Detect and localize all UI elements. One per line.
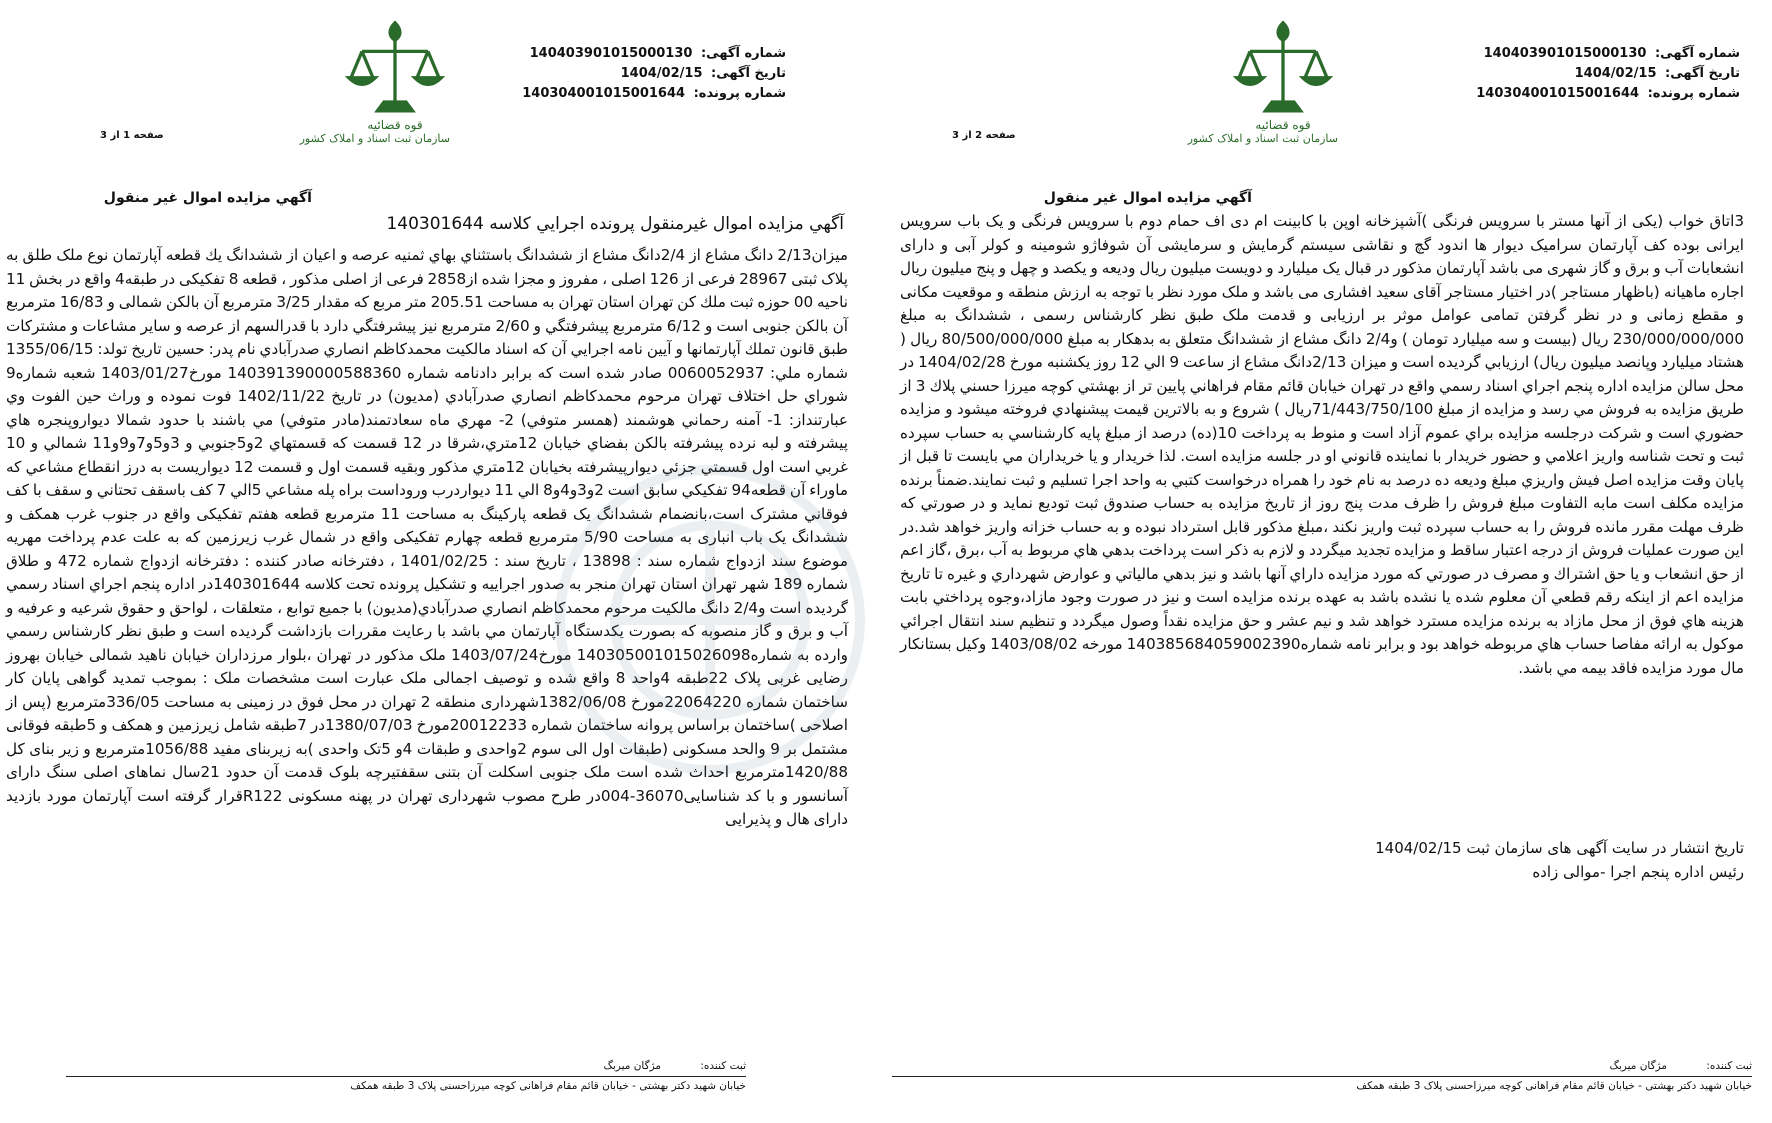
ad-number-line	[1480, 44, 1740, 64]
scales-of-justice-icon	[340, 14, 450, 124]
case-number-line	[522, 84, 786, 104]
publication-date: تاريخ انتشار در سايت آگهی های سازمان ثبت 1404/02/15	[1375, 839, 1744, 857]
ad-date-label: تاریخ آگهی:	[711, 66, 786, 81]
notice-title: آگهي مزايده اموال غير منقول	[1043, 190, 1252, 206]
org-name: قوه قضائیه	[367, 118, 423, 132]
ad-meta	[522, 44, 786, 104]
case-number: 140304001015001644	[1476, 86, 1640, 101]
case-number-line	[1476, 84, 1740, 104]
publication-info	[1375, 836, 1744, 884]
registrar-name: مژگان میربگ	[603, 1060, 662, 1072]
ad-date-line	[526, 64, 786, 84]
notice-page-2	[872, 0, 1772, 1123]
org-subname: سازمان ثبت اسناد و املاک کشور	[1187, 132, 1338, 145]
registrar-label: ثبت كننده:	[700, 1060, 746, 1072]
notice-title: آگهي مزايده اموال غير منقول	[103, 190, 312, 206]
office-address: خیابان شهید دکتر بهشتی - خیابان قائم مقام فراهانی کوچه میرزاحسنی پلاک 3 طبقه همکف	[892, 1076, 1752, 1094]
registrar-line	[892, 1058, 1752, 1074]
ad-number-label: شماره آگهی:	[700, 46, 786, 61]
notice-footer	[892, 1058, 1752, 1094]
ad-date: 1404/02/15	[620, 66, 703, 81]
notice-footer	[66, 1058, 746, 1094]
case-number-label: شماره پرونده:	[1647, 86, 1740, 101]
signatory: رئيس اداره پنجم اجرا -موالی زاده	[1532, 863, 1744, 881]
ad-date: 1404/02/15	[1574, 66, 1657, 81]
judiciary-emblem	[299, 14, 450, 164]
page-number: صفحه 1 از 3	[100, 130, 164, 141]
registrar-line	[66, 1058, 746, 1074]
ad-date-label: تاریخ آگهی:	[1665, 66, 1740, 81]
ad-meta	[1476, 44, 1740, 104]
ad-number: 140403901015000130	[1483, 46, 1647, 61]
notice-body: 3اتاق خواب (یکی از آنها مستر با سرویس فرنگی )آشپزخانه اوپن با کابینت ام دی اف حمام دوم با سرویس فرنگی و یک باب سرویس ایرانی بوده کف آپارتمان سرامیک دیوار ها اندود گچ و نقاشی سیستم گرمایش و سرمایشی آن شوفاژو شومینه و کولر آبی و دارای انشعابات آب و برق و گاز شهری می باشد آپارتمان مذکور در قبال یک میلیارد و دویست میلیون ریال ودیعه و یکصد و چهل و پنج میلیون ریال اجاره ماهیانه (باظهار مستاجر )در اختیار مستاجر آقای سعید افشاری می باشد و ملک مورد نظر با توجه به ارزش منطقه و موقعیت مکانی و مقطع زمانی و در نظر گرفتن تمامی عوامل موثر بر ارزیابی و قدمت ملک طبق نظر کارشناس رسمی ، ششدانگ به مبلغ 230/000/000/000 ریال (بیست و سه میلیارد تومان ) و2/4 دانگ مشاع از ششدانگ متعلق به بدهکار به مبلغ 80/500/000/000 ریال ( هشتاد میلیارد وپانصد میلیون ريال) ارزيابي گرديده است و ميزان 2/13دانگ مشاع از ساعت 9 الي 12 روز يكشنبه مورخ 1404/02/28 در محل سالن مزايده اداره پنجم اجراي اسناد رسمي واقع در تهران خيابان قائم مقام فراهاني پايين تر از بهشتي كوچه ميرزا حسني پلاك 3 از طريق مزايده به فروش مي رسد و مزايده از مبلغ 71/443/750/100ريال ) شروع و به بالاترين قيمت پيشنهادي فروخته ميشود و مزايده حضوري است و شركت درجلسه مزايده براي عموم آزاد است و منوط به پرداخت 10(ده) درصد از مبلغ پايه كارشناسي به حساب سپرده ثبت و تحت شناسه واريز اعلامي و حضور خريدار با نماينده قانوني او در جلسه مزايده است. لذا خريدار و يا خريداران مي بايست تا قبل از پايان وقت مزايده اصل فيش واريزي مبلغ وديعه ده درصد به نام خود را همراه درخواست كتبي به واحد اجرا تسليم و ثبت نمايند.ضمناً برنده مزايده مكلف است مابه التفاوت مبلغ فروش را ظرف مدت پنج روز از تاريخ مزايده به حساب صندوق ثبت توديع نمايد و در صورتي كه ظرف مهلت مقرر مانده فروش را به حساب سپرده ثبت واريز نكند ،مبلغ مذكور قابل استرداد نبوده و به حساب خزانه واريز خواهد شد.در اين صورت عمليات فروش از درجه اعتبار ساقط و مزايده تجديد ميگردد و لازم به ذكر است پرداخت بدهي هاي مربوط به آب ،برق ،گاز اعم از حق انشعاب و يا حق اشتراك و مصرف در صورتي كه مورد مزايده داراي آنها باشد و نيز بدهي مالياتي و عوارض شهرداري و غيره تا تاريخ مزايده اعم از اينكه رقم قطعي آن معلوم شده يا نشده باشد به عهده برنده مزايده است و نيز در صورت وجود مازاد،وجوه پرداختي بابت هزينه هاي فوق از محل مازاد به برنده مزايده مسترد خواهد شد و نيم عشر و حق مزايده نقداً وصول ميگردد و تنظيم سند انتقال اجرائي موكول به ارائه مفاصا حساب هاي مربوطه خواهد بود و برابر نامه شماره140385684059002390 مورخه 1403/08/02 وكيل بستانكار مال مورد مزايده فاقد بيمه مي باشد.	[900, 212, 1745, 677]
org-subname: سازمان ثبت اسناد و املاک کشور	[299, 132, 450, 145]
office-address: خیابان شهید دکتر بهشتی - خیابان قائم مقام فراهانی کوچه میرزاحسنی پلاک 3 طبقه همکف	[66, 1076, 746, 1094]
registrar-name: مژگان میربگ	[1609, 1060, 1668, 1072]
case-number-label: شماره پرونده:	[693, 86, 786, 101]
judiciary-emblem	[1187, 14, 1338, 164]
registrar-label: ثبت كننده:	[1706, 1060, 1752, 1072]
ad-number-label: شماره آگهی:	[1654, 46, 1740, 61]
ad-number: 140403901015000130	[529, 46, 693, 61]
notice-body: ميزان2/13 دانگ مشاع از 2/4دانگ مشاع از ششدانگ باستثناي بهاي ثمنيه عرصه و اعيان از ششدانگ يك قطعه آپارتمان نوع ملک طلق به پلاک ثبتی 28967 فرعی از 126 اصلی ، مفروز و مجزا شده از2858 فرعی از اصلی مذکور ، قطعه 8 تفکیکی در طبقه4 واقع در بخش 11 ناحیه 00 حوزه ثبت ملك كن تهران استان تهران به مساحت 205.51 متر مربع كه مقدار 3/25 مترمربع آن بالکن شمالی و 16/83 مترمربع آن بالکن جنوبی است و 6/12 مترمربع پيشرفتگي و 2/60 مترمربع نيز پيشرفتگي دارد با قدرالسهم از عرصه و ساير مشاعات و مشتركات طبق قانون تملك آپارتمانها و آيين نامه اجرايي آن كه اسناد مالكيت محمدكاظم انصاري صدرآبادي نام پدر: حسين تاريخ تولد: 1355/06/15 شماره ملي: 0060052937 صادر شده است كه برابر دادنامه شماره 140391390000588360 مورخ1403/01/27 شعبه شماره9 شوراي حل اختلاف تهران مرحوم محمدكاظم انصاري صدرآبادي (مديون) در تاريخ 1402/11/22 فوت نموده و وراث حين الفوت وي عبارتنداز: 1- آمنه رحماني هوشمند (همسر متوفي) 2- مهري ماه سعادتمند(مادر متوفي) مي باشند با حدود شمالا ديواروپنجره هاي پيشرفته و لبه نرده پيشرفته بالكن بفضاي خيابان 12متري،شرقا در 12 قسمت كه قسمتهاي 2و5جنوبي و 3و5و7و9و11 شمالي و 10 غربي است اول قسمتي جزئي ديوارپيشرفته بخيابان 12متري مذكور وبقيه قسمت اول و قسمت 12 ديواريست به درز انقطاع مشاعي كه ماوراء آن قطعه94 تفكيكي سابق است 2و3و4و8 الي 11 ديواردرب وروداست براه پله مشاعي 5الي 7 كف باسقف تحتاني و سقف با كف فوقاني مشترک است،بانضمام ششدانگ یک قطعه پارکینگ به مساحت 11 مترمربع قطعه هفتم تفکیکی واقع در جنوب غرب همکف و ششدانگ یک باب انباری به مساحت 5/90 مترمربع قطعه چهارم تفکیکی واقع در شمال غرب زیرزمین که به علت عدم پرداخت مهريه موضوع سند ازدواج شماره سند : 13898 ، تاريخ سند : 1401/02/25 ، دفترخانه صادر كننده : دفترخانه ازدواج شماره 472 و طلاق شماره 189 شهر تهران استان تهران منجر به صدور اجراييه و تشكيل پرونده تحت كلاسه 140301644در اداره پنجم اجراي اسناد رسمي گرديده است و2/4 دانگ مالكيت مرحوم محمدكاظم انصاري صدرآبادي(مديون) با جميع توابع ، متعلقات ، لواحق و حقوق شرعيه و عرفيه و آب و برق و گاز منصوبه كه بصورت يكدستگاه آپارتمان مي باشد با رعايت مقررات بازداشت گرديده است و طبق نظر كارشناس رسمي وارده به شماره140305001015026098 مورخ1403/07/24 ملک مذکور در تهران ،بلوار مرزداران خیابان ناهید شمالی خیابان بهروز رضایی غربی پلاک 22طبقه 4واحد 8 واقع شده و توصیف اجمالی ملک عبارت است مشخصات ملک : بموجب تمدید گواهی پایان کار ساختمان شماره 22064220مورخ 1382/06/08شهرداری منطقه 2 تهران در محل فوق در زمینی به مساحت 336/05مترمربع (پس از اصلاحی )ساختمان براساس پروانه ساختمان شماره 20012233مورخ 1380/07/03در 7طبقه شامل زیرزمین و همکف و 5طبقه فوقانی مشتمل بر 9 والحد مسکونی (طبقات اول الی سوم 2واحدی و طبقات 4و 5تک واحدی )به زیربنای مفید 1056/88مترمربع و زیر بنای کل 1420/88مترمربع احداث شده است ملک جنوبی اسکلت آن بتنی سقفتیرچه بلوک قدمت آن حدود 21سال نماهای اصلی سنگ دارای آسانسور و با کد شناسایی36070-004در طرح مصوب شهرداری تهران در پهنه مسکونی R122قرار گرفته است آپارتمان مورد بازدید دارای هال و پذیرایی	[6, 246, 849, 828]
ad-number-line	[526, 44, 786, 64]
notice-page-1	[0, 0, 872, 1123]
scales-of-justice-icon	[1228, 14, 1338, 124]
notice-subtitle: آگهي مزايده اموال غيرمنقول پرونده اجرايي كلاسه 140301644	[386, 214, 844, 234]
ad-date-line	[1480, 64, 1740, 84]
case-number: 140304001015001644	[522, 86, 686, 101]
page-number: صفحه 2 از 3	[952, 130, 1016, 141]
org-name: قوه قضائیه	[1255, 118, 1311, 132]
